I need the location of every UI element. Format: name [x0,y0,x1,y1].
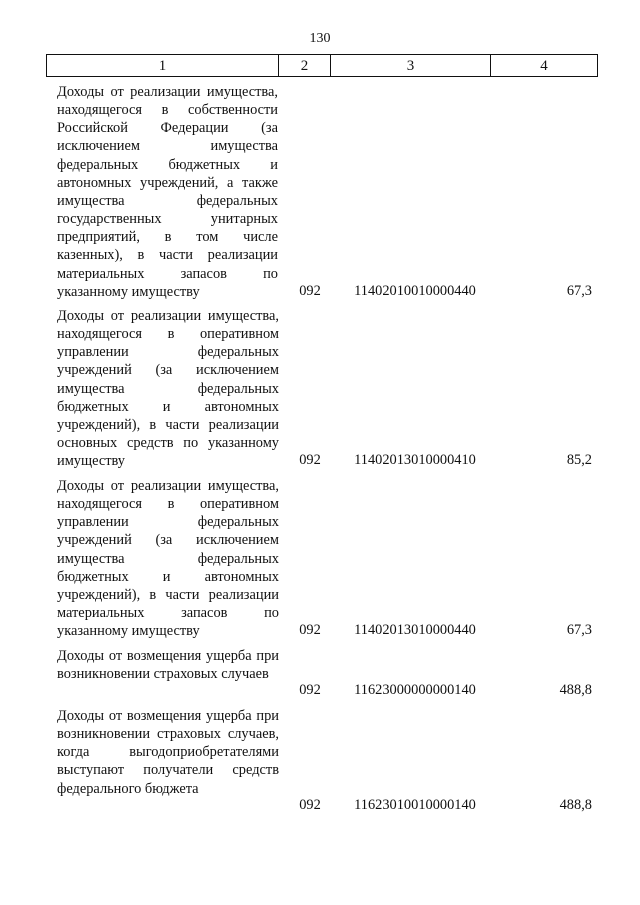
header-row [47,55,598,77]
row-description: Доходы от реализации имущества, находящегося в собственности Российской Федерации (за исключением имущества федеральных бюджетных и автономных учреждений, а также имущества федеральных государственных унитарных предприятий, в том числе казенных), в части реализации материальных запасов по указанному имуществу [57,84,278,300]
row-amount: 67,3 [566,283,592,299]
table-row [0,477,640,641]
row-admin-code: 092 [299,682,321,698]
page-number: 130 [309,31,331,46]
row-admin-code: 092 [299,622,321,638]
table-row [0,83,640,301]
header-col-2: 2 [279,55,331,77]
row-admin-code: 092 [299,452,321,468]
table-row [0,647,640,703]
row-description: Доходы от возмещения ущерба при возникновении страховых случаев, когда выгодоприобретателями выступают получатели средств федерального бюджета [57,708,279,797]
row-amount: 488,8 [559,682,592,698]
row-admin-code: 092 [299,283,321,299]
table-row [0,307,640,471]
row-kbk-code: 11623000000000140 [354,682,476,698]
row-kbk-code: 11402013010000410 [354,452,476,468]
row-description: Доходы от реализации имущества, находящегося в оперативном управлении федеральных учреждений (за исключением имущества федеральных бюджетных и автономных учреждений), в части реализации основных средств по указанному имуществу [57,308,279,470]
row-kbk-code: 11623010010000140 [354,797,476,813]
row-description: Доходы от возмещения ущерба при возникновении страховых случаев [57,648,279,683]
table-row [0,707,640,837]
row-kbk-code: 11402010010000440 [354,283,476,299]
row-amount: 85,2 [566,452,592,468]
header-col-1: 1 [47,55,279,77]
row-kbk-code: 11402013010000440 [354,622,476,638]
table-header [46,54,598,77]
header-col-3: 3 [331,55,491,77]
header-col-4: 4 [491,55,598,77]
row-amount: 488,8 [559,797,592,813]
row-amount: 67,3 [566,622,592,638]
row-admin-code: 092 [299,797,321,813]
row-description: Доходы от реализации имущества, находящегося в оперативном управлении федеральных учреждений (за исключением имущества федеральных бюджетных и автономных учреждений), в части реализации материальных запасов по указанному имуществу [57,478,279,640]
